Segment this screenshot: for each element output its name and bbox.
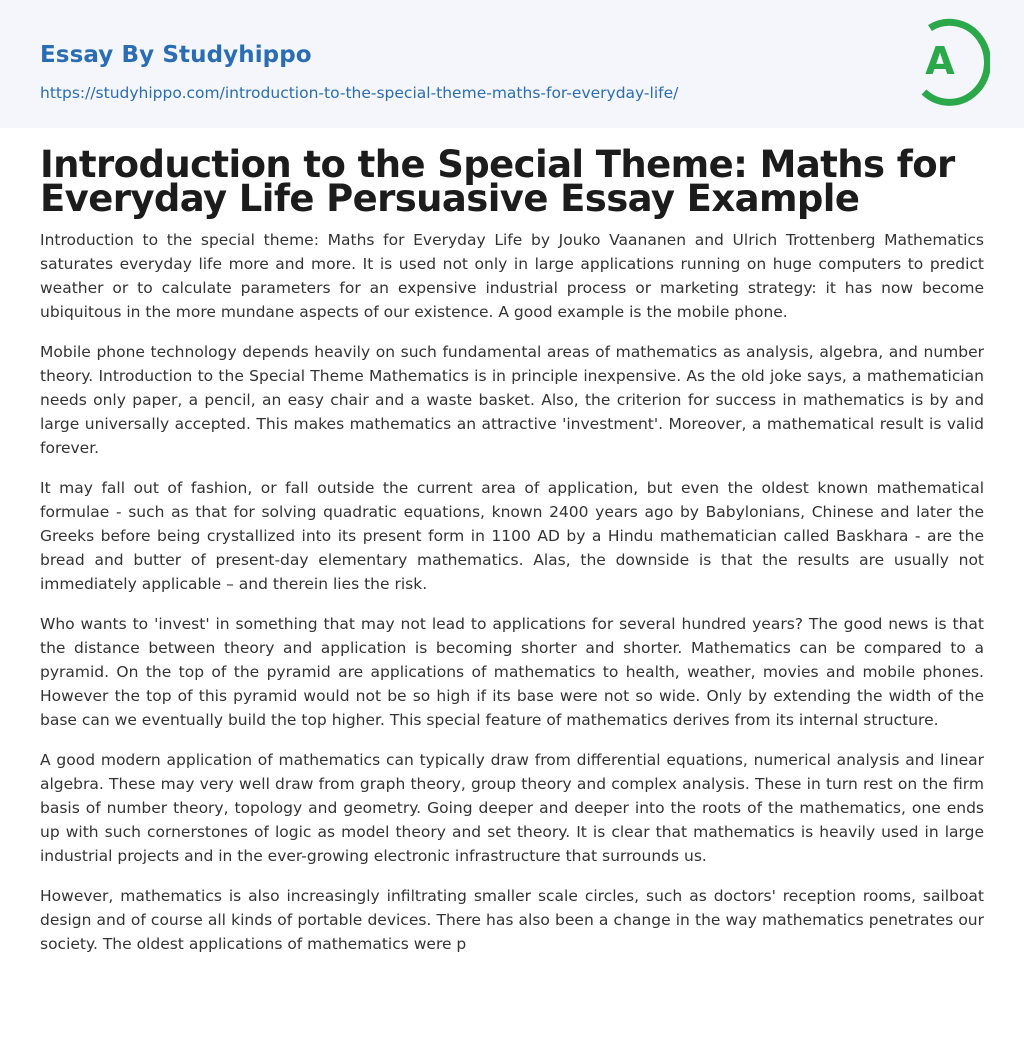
article xyxy=(40,143,984,972)
paragraph: However, mathematics is also increasingly infiltrating smaller scale circles, such as doctors' reception rooms, sailboat design and of course all kinds of portable devices. There has also been a change in the way mathematics penetrates our society. The oldest applications of mathematics were p xyxy=(40,887,984,953)
studyhippo-logo-icon[interactable] xyxy=(906,18,990,106)
article-body xyxy=(40,228,984,956)
paragraph: Introduction to the special theme: Maths for Everyday Life by Jouko Vaananen and Ulrich Trottenberg Mathematics saturates everyday life more and more. It is used not only in large applications running on huge computers to predict weather or to calculate parameters for an expensive industrial process or marketing strategy: it has now become ubiquitous in the more mundane aspects of our existence. A good example is the mobile phone. xyxy=(40,231,984,321)
page-title: Introduction to the Special Theme: Maths for Everyday Life Persuasive Essay Example xyxy=(40,143,955,220)
essay-url-link[interactable]: https://studyhippo.com/introduction-to-the-special-theme-maths-for-everyday-life/ xyxy=(40,84,679,102)
paragraph: Who wants to 'invest' in something that may not lead to applications for several hundred years? The good news is that the distance between theory and application is becoming shorter and shorter. Mathematics can be compared to a pyramid. On the top of the pyramid are applications of mathematics to health, weather, movies and mobile phones. However the top of this pyramid would not be so high if its base were not so wide. Only by extending the width of the base can we eventually build the top higher. This special feature of mathematics derives from its internal structure. xyxy=(40,615,984,729)
paragraph: It may fall out of fashion, or fall outside the current area of application, but even the oldest known mathematical formulae - such as that for solving quadratic equations, known 2400 years ago by Babylonians, Chinese and later the Greeks before being crystallized into its present form in 1100 AD by a Hindu mathematician called Baskhara - are the bread and butter of present-day elementary mathematics. Alas, the downside is that the results are usually not immediately applicable – and therein lies the risk. xyxy=(40,479,984,593)
site-header xyxy=(0,0,1024,128)
logo-letter: A xyxy=(925,39,955,83)
paragraph: A good modern application of mathematics can typically draw from differential equations, numerical analysis and linear algebra. These may very well draw from graph theory, group theory and complex analysis. These in turn rest on the firm basis of number theory, topology and geometry. Going deeper and deeper into the roots of the mathematics, one ends up with such cornerstones of logic as model theory and set theory. It is clear that mathematics is heavily used in large industrial projects and in the ever-growing electronic infrastructure that surrounds us. xyxy=(40,751,984,865)
site-title[interactable]: Essay By Studyhippo xyxy=(40,42,312,68)
paragraph: Mobile phone technology depends heavily on such fundamental areas of mathematics as analysis, algebra, and number theory. Introduction to the Special Theme Mathematics is in principle inexpensive. As the old joke says, a mathematician needs only paper, a pencil, an easy chair and a waste basket. Also, the criterion for success in mathematics is by and large universally accepted. This makes mathematics an attractive 'investment'. Moreover, a mathematical result is valid forever. xyxy=(40,343,984,457)
